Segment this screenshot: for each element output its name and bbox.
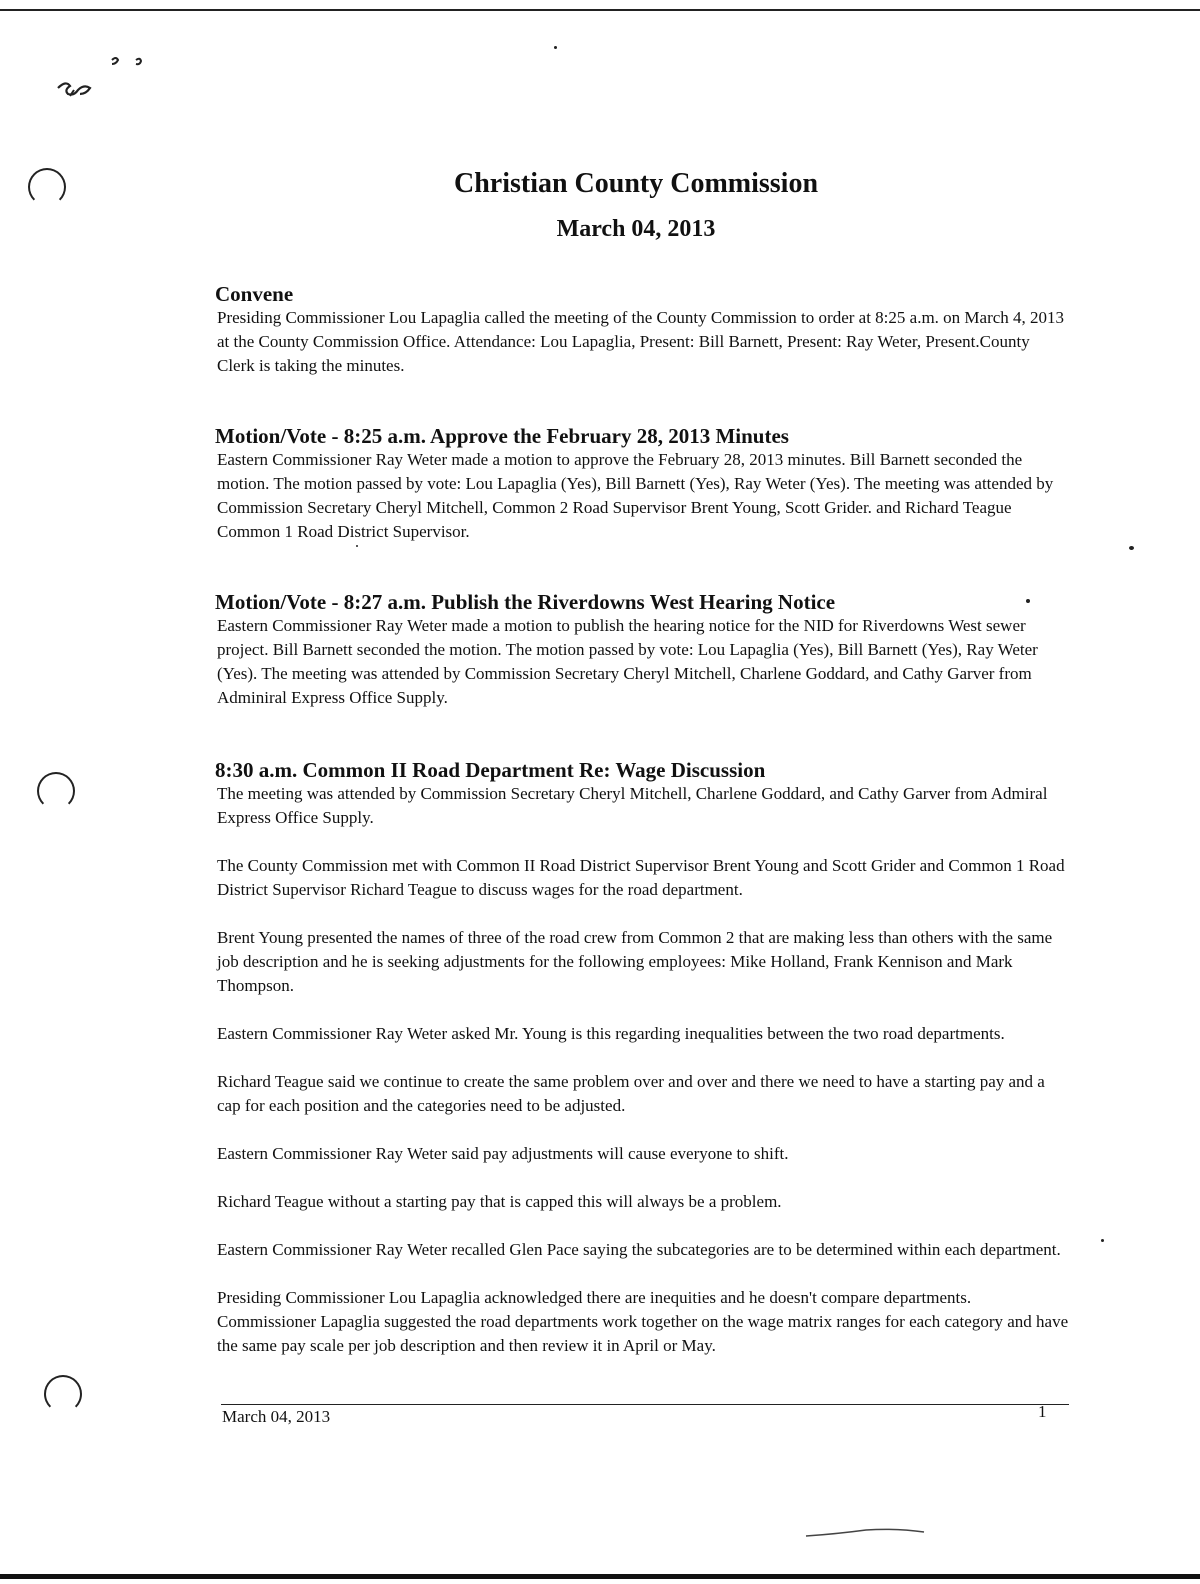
section-wage-discussion xyxy=(215,758,1070,1358)
section-heading: 8:30 a.m. Common II Road Department Re: Wage Discussion xyxy=(215,758,766,782)
section-paragraph: Eastern Commissioner Ray Weter made a motion to approve the February 28, 2013 minutes. Bill Barnett seconded the motion. The motion passed by vote: Lou Lapaglia (Yes), Bill Barnett (Yes), Ray Weter (Yes). The meeting was attended by Commission Secretary Cheryl Mitchell, Common 2 Road Supervisor Brent Young, Scott Grider. and Richard Teague Common 1 Road District Supervisor. xyxy=(217,450,1054,541)
scan-speck xyxy=(554,46,557,49)
scan-speck xyxy=(1101,1239,1104,1242)
scan-bottom-edge-line xyxy=(0,1574,1200,1579)
page-number: 1 xyxy=(1038,1402,1047,1421)
section-convene xyxy=(215,282,1070,378)
section-paragraph: Eastern Commissioner Ray Weter asked Mr. Young is this regarding inequalities between the two road departments. xyxy=(217,1024,1005,1043)
section-approve-minutes xyxy=(215,424,1070,544)
section-paragraph: Presiding Commissioner Lou Lapaglia called the meeting of the County Commission to order at 8:25 a.m. on March 4, 2013 at the County Commission Office. Attendance: Lou Lapaglia, Present: Bill Barnett, Present: Ray Weter, Present.County Clerk is taking the minutes. xyxy=(217,308,1065,375)
scan-smudge-mark xyxy=(800,1524,930,1540)
section-paragraph: Eastern Commissioner Ray Weter said pay adjustments will cause everyone to shift. xyxy=(217,1144,789,1163)
scan-speck xyxy=(1129,546,1134,550)
section-paragraph: Presiding Commissioner Lou Lapaglia acknowledged there are inequities and he doesn't compare departments. Commissioner Lapaglia suggested the road departments work together on the wage matrix ranges for each category and have the same pay scale per job description and then review it in April or May. xyxy=(217,1288,1069,1355)
section-paragraph: Richard Teague without a starting pay that is capped this will always be a problem. xyxy=(217,1192,782,1211)
binder-hole-middle xyxy=(37,772,75,810)
section-heading: Motion/Vote - 8:27 a.m. Publish the Riverdowns West Hearing Notice xyxy=(215,590,836,614)
document-date: March 04, 2013 xyxy=(556,216,716,242)
section-paragraph: Eastern Commissioner Ray Weter recalled Glen Pace saying the subcategories are to be determined within each department. xyxy=(217,1240,1061,1259)
scan-top-edge-line xyxy=(0,9,1200,11)
document-title: Christian County Commission xyxy=(453,168,819,199)
footer-date: March 04, 2013 xyxy=(222,1407,331,1426)
section-paragraph: Eastern Commissioner Ray Weter made a motion to publish the hearing notice for the NID for Riverdowns West sewer project. Bill Barnett seconded the motion. The motion passed by vote: Lou Lapaglia (Yes), Bill Barnett (Yes), Ray Weter (Yes). The meeting was attended by Commission Secretary Cheryl Mitchell, Charlene Goddard, and Cathy Garver from Adminiral Express Office Supply. xyxy=(217,616,1038,707)
section-heading: Motion/Vote - 8:25 a.m. Approve the February 28, 2013 Minutes xyxy=(215,424,789,448)
section-paragraph: Richard Teague said we continue to create the same problem over and over and there we need to have a starting pay and a cap for each position and the categories need to be adjusted. xyxy=(217,1072,1045,1115)
section-hearing-notice xyxy=(215,590,1070,710)
handwritten-mark xyxy=(50,50,160,110)
section-paragraph: The meeting was attended by Commission Secretary Cheryl Mitchell, Charlene Goddard, and Cathy Garver from Admiral Express Office Supply. xyxy=(217,784,1048,827)
section-paragraph: The County Commission met with Common II Road District Supervisor Brent Young and Scott Grider and Common 1 Road District Supervisor Richard Teague to discuss wages for the road department. xyxy=(217,856,1065,899)
minutes-body xyxy=(215,282,1070,1358)
section-heading: Convene xyxy=(215,282,294,306)
section-paragraph: Brent Young presented the names of three of the road crew from Common 2 that are making less than others with the same job description and he is seeking adjustments for the following employees: Mike Holland, Frank Kennison and Mark Thompson. xyxy=(217,928,1053,995)
footer-divider xyxy=(221,1404,1069,1405)
binder-hole-bottom xyxy=(44,1375,82,1413)
